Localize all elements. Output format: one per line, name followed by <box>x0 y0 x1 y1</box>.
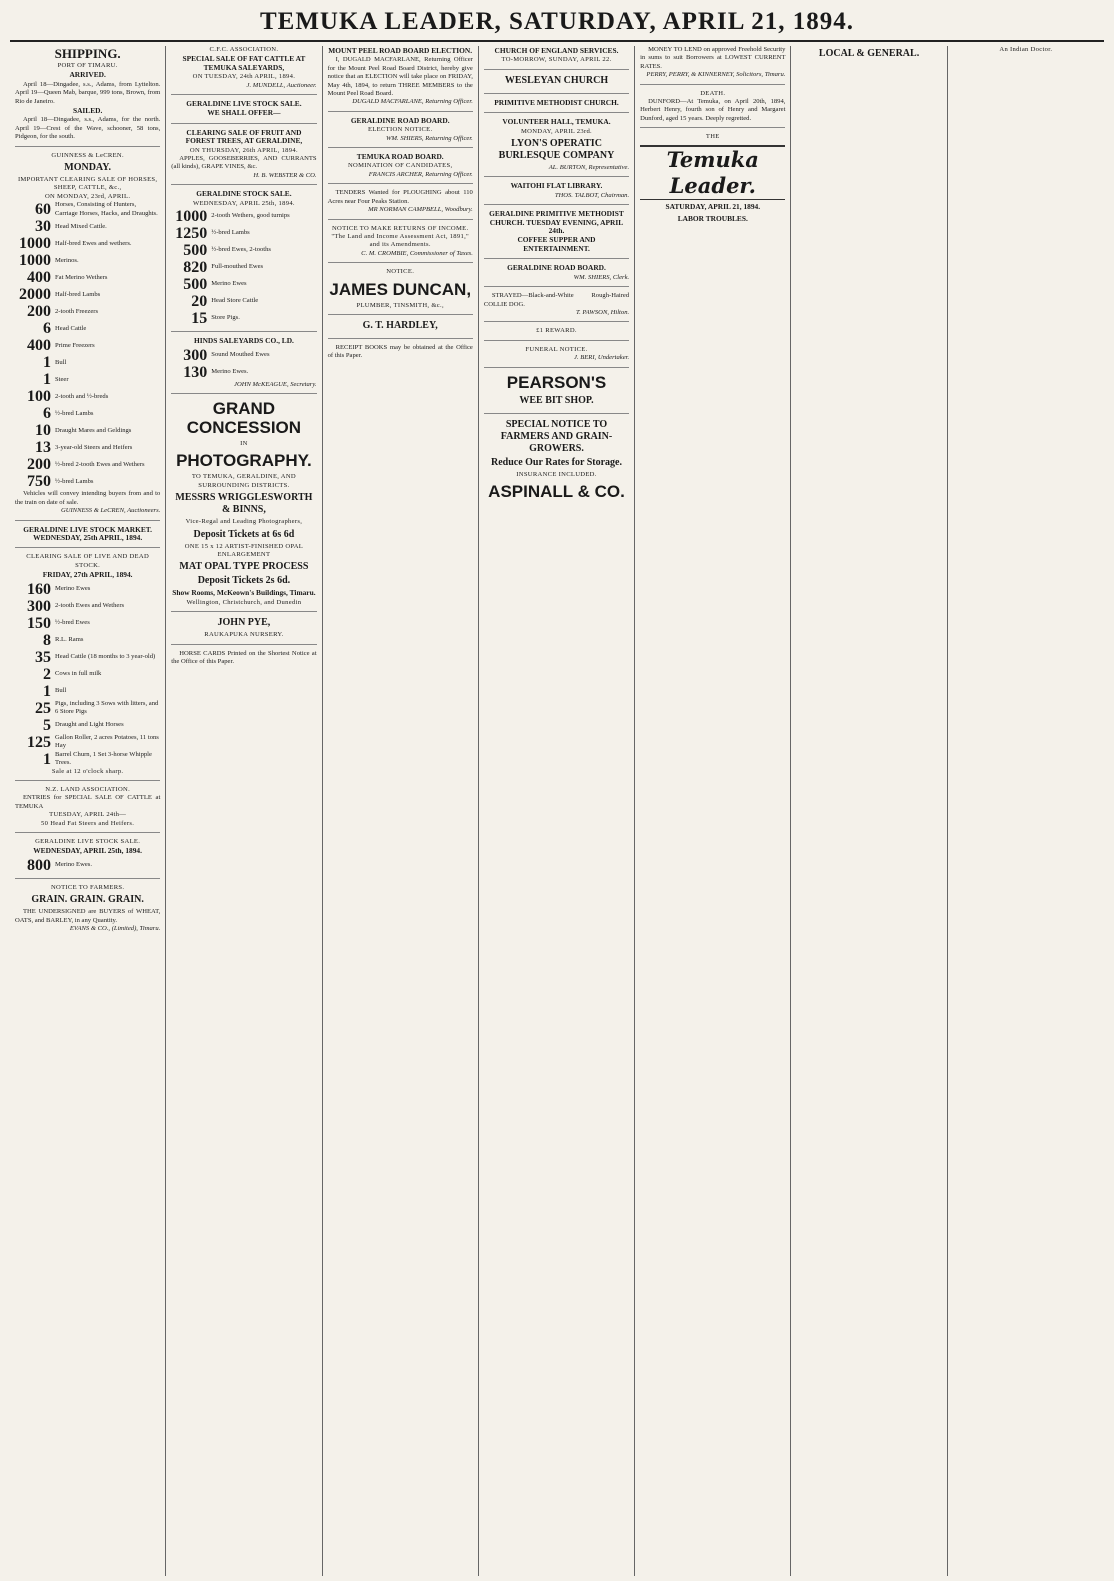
lot-number: 130 <box>183 363 208 381</box>
lot-row <box>15 354 160 371</box>
paper-date: SATURDAY, APRIL 21, 1894. <box>665 201 761 211</box>
lot-list-2 <box>171 347 316 381</box>
lot-row <box>15 456 160 473</box>
conveyance-note: Vehicles will convey intending buyers from and to the train on date of sale. <box>15 490 161 506</box>
lot-description: Bull <box>55 686 67 694</box>
lot-number: 10 <box>35 422 51 440</box>
cfc-ad <box>171 46 316 95</box>
lot-row <box>15 252 160 269</box>
insurance-text: INSURANCE INCLUDED. <box>516 470 597 478</box>
lot-number: 500 <box>183 276 208 294</box>
lot-row <box>171 242 316 259</box>
in-word: IN <box>240 439 248 447</box>
lot-description: 2-tooth Freezers <box>55 307 99 315</box>
volunteer-ad <box>484 118 629 177</box>
reward-heading: £1 REWARD. <box>536 327 577 335</box>
temuka-road-ad <box>328 153 473 184</box>
aspinall-name: ASPINALL & CO. <box>488 481 625 501</box>
geraldine-road-ad <box>328 117 473 148</box>
duncan-name: JAMES DUNCAN, <box>329 279 472 299</box>
column-1 <box>10 46 166 1576</box>
lot-number: 20 <box>191 293 208 311</box>
lot-row <box>15 337 160 354</box>
lot-row <box>15 201 160 218</box>
lot-number: 1 <box>43 371 51 389</box>
lot-description: Pigs, including 3 Sows with litters, and 6 Store Pigs <box>55 699 159 716</box>
lot-list <box>171 208 316 327</box>
wesleyan-heading: WESLEYAN CHURCH <box>504 74 609 86</box>
lot-number: 1 <box>43 682 51 700</box>
tomorrow-date: TO-MORROW, SUNDAY, APRIL 22. <box>501 56 612 64</box>
lot-number: 25 <box>35 699 51 717</box>
lot-number: 1 <box>43 750 51 768</box>
lot-row <box>171 208 316 225</box>
geraldine-primitive-heading: GERALDINE PRIMITIVE METHODIST CHURCH. TUESDAY EVENING, APRIL 24th. <box>489 209 624 236</box>
lot-number: 8 <box>43 631 51 649</box>
trees-list: APPLES, GOOSEBERRIES, AND CURRANTS (all kinds), GRAPE VINES, &c. <box>171 155 317 171</box>
money-text: MONEY TO LEND on approved Freehold Security in sums to suit Borrowers at LOWEST CURRENT RATES. <box>640 46 786 70</box>
lot-list-2 <box>15 581 160 768</box>
lot-description: R.L. Rams <box>55 635 84 643</box>
lot-row <box>15 751 160 768</box>
branches: Wellington, Christchurch, and Dunedin <box>186 598 302 606</box>
lot-row <box>171 310 316 327</box>
hinds-ad <box>171 337 316 394</box>
land-assoc-heading: N.Z. LAND ASSOCIATION. <box>45 785 131 793</box>
archer-signature: FRANCIS ARCHER, Returning Officer. <box>368 170 473 178</box>
messrs-heading: MESSRS WRIGGLESWORTH & BINNS, <box>175 492 313 516</box>
lot-row <box>15 235 160 252</box>
waitohi-heading: WAITOHI FLAT LIBRARY. <box>510 181 603 191</box>
lot-description: ½-bred Lambs <box>211 229 250 237</box>
returning-signature: DUGALD MACFARLANE, Returning Officer. <box>352 98 473 106</box>
lot-row <box>15 405 160 422</box>
grand-concession: GRAND CONCESSION <box>186 398 302 437</box>
lot-description: Head Mixed Cattle. <box>55 222 107 230</box>
money-ad <box>640 46 785 85</box>
lot-row <box>171 259 316 276</box>
strayed-text: STRAYED—Black-and-White Rough-Haired COLLIE DOG. <box>483 292 630 308</box>
lot-row <box>15 422 160 439</box>
land-tax-act: "The Land and Income Assessment Act, 1891," and its Amendments. <box>331 232 470 249</box>
geraldine-road-2-ad <box>484 264 629 287</box>
lot-number: 2000 <box>19 286 51 304</box>
plumber-title: PLUMBER, TINSMITH, &c., <box>356 301 444 309</box>
lot-description: Merino Ewes <box>55 584 91 592</box>
lot-row <box>15 700 160 717</box>
districts: TO TEMUKA, GERALDINE, AND SURROUNDING DISTRICTS. <box>191 473 296 489</box>
lot-description: ½-bred Lambs <box>55 477 94 485</box>
column-6 <box>791 46 947 1576</box>
funeral-heading: FUNERAL NOTICE. <box>525 345 588 353</box>
notice-heading: NOTICE. <box>386 268 415 276</box>
geraldine-sale-ad <box>15 838 160 879</box>
labor-heading: LABOR TROUBLES. <box>677 214 748 224</box>
lot-number: 6 <box>43 405 51 423</box>
wee-bit-heading: WEE BIT SHOP. <box>519 394 594 406</box>
lot-row <box>15 615 160 632</box>
fruit-heading: CLEARING SALE OF FRUIT AND FOREST TREES, AT GERALDINE, <box>185 127 303 146</box>
perry-signature: PERRY, PERRY, & KINNERNEY, Solicitors, Timaru. <box>646 71 786 79</box>
live-dead-stock-ad <box>15 553 160 781</box>
lot-row <box>15 581 160 598</box>
arrived-label: ARRIVED. <box>69 70 106 80</box>
storage-ad <box>484 419 629 508</box>
lot-description: Merinos. <box>55 256 79 264</box>
lot-description: Barrel Churn, 1 Set 3-horse Whipple Trees. <box>55 750 152 767</box>
lot-description: Horses, Consisting of Hunters, Carriage Horses, Hacks, and Draughts. <box>55 201 158 217</box>
column-5 <box>635 46 791 1576</box>
lot-row <box>15 439 160 456</box>
lot-row <box>15 303 160 320</box>
lot-number: 125 <box>27 733 51 751</box>
wesleyan-ad <box>484 75 629 94</box>
lot-row <box>15 218 160 235</box>
death-notice <box>640 90 785 129</box>
lot-number: 200 <box>27 456 51 474</box>
beri-signature: J. BERI, Undertaker. <box>574 354 630 362</box>
grain-heading: GRAIN. GRAIN. GRAIN. <box>31 894 144 906</box>
lot-number: 1 <box>43 354 51 372</box>
lot-row <box>15 320 160 337</box>
column-4 <box>479 46 635 1576</box>
pearsons-ad <box>484 373 629 414</box>
sailed-label: SAILED. <box>72 106 103 116</box>
lot-number: 800 <box>27 856 51 874</box>
nursery-ad <box>171 617 316 644</box>
lot-row <box>171 225 316 242</box>
special-sale: SPECIAL SALE OF FAT CATTLE AT TEMUKA SALEYARDS, <box>182 54 306 72</box>
primitive-ad <box>484 99 629 113</box>
shiers-signature: WM. SHIERS, Clerk. <box>573 273 630 281</box>
lot-row <box>15 388 160 405</box>
lot-number: 60 <box>35 201 51 219</box>
lot-number: 15 <box>191 310 208 328</box>
lot-row <box>15 598 160 615</box>
sale-date: ON MONDAY, 23rd, APRIL. <box>44 192 131 200</box>
mundell-signature: J. MUNDELL, Auctioneer. <box>246 81 317 89</box>
lot-description: Steer <box>55 375 69 383</box>
shipping-block <box>15 48 160 147</box>
lot-number: 400 <box>27 337 51 355</box>
sale-time: Sale at 12 o'clock sharp. <box>51 767 124 775</box>
lot-description: Half-bred Lambs <box>55 290 101 298</box>
campbell-signature: MR NORMAN CAMPBELL, Woodbury. <box>368 206 473 214</box>
lot-row <box>15 632 160 649</box>
cfc-heading: C.F.C. ASSOCIATION. <box>209 46 279 53</box>
reward-ad <box>484 327 629 340</box>
lot-row <box>171 347 316 364</box>
stock-market-heading: GERALDINE LIVE STOCK MARKET. WEDNESDAY, 25th APRIL, 1894. <box>23 524 152 542</box>
geraldine-stock-heading: GERALDINE STOCK SALE. <box>196 189 292 199</box>
primitive-heading: PRIMITIVE METHODIST CHURCH. <box>494 97 619 107</box>
lot-number: 150 <box>27 614 51 632</box>
fruit-trees-ad <box>171 129 316 185</box>
lot-row <box>15 473 160 490</box>
column-3 <box>323 46 479 1576</box>
nursery-name: RAUKAPUKA NURSERY. <box>204 631 284 639</box>
lot-description: Prime Freezers <box>55 341 95 349</box>
monday-date: MONDAY, APRIL 23rd. <box>520 127 593 135</box>
lot-description: Merino Ewes. <box>211 367 249 375</box>
lot-number: 1000 <box>175 208 208 226</box>
tenders-text: TENDERS Wanted for PLOUGHING about 110 Acres near Four Peaks Station. <box>327 189 473 205</box>
lot-number: 6 <box>43 320 51 338</box>
lot-description: Fat Merino Wethers <box>55 273 108 281</box>
crombie-signature: C. M. CROMBIE, Commissioner of Taxes. <box>361 249 473 257</box>
lot-description: Draught and Light Horses <box>55 720 124 728</box>
nomination-heading: NOMINATION OF CANDIDATES, <box>348 162 453 170</box>
hinds-heading: HINDS SALEYARDS CO., LD. <box>193 336 294 346</box>
geraldine-road-heading: GERALDINE ROAD BOARD. <box>507 263 606 273</box>
show-rooms: Show Rooms, McKeown's Buildings, Timaru. <box>172 588 316 598</box>
lot-row <box>15 649 160 666</box>
reduce-rates: Reduce Our Rates for Storage. <box>490 456 622 468</box>
we-shall-offer: WE SHALL OFFER— <box>207 108 281 118</box>
shiers-signature: WM. SHIERS, Returning Officer. <box>386 134 473 142</box>
income-ad <box>328 225 473 264</box>
lot-number: 300 <box>27 597 51 615</box>
burton-signature: AL. BURTON, Representative. <box>548 164 630 172</box>
geraldine-stock-ad <box>171 190 316 332</box>
lot-description: Merino Ewes. <box>55 861 92 869</box>
lot-description: 2-tooth Ewes and Wethers <box>55 601 125 609</box>
lot-description: ½-bred Ewes, 2-tooths <box>211 246 271 254</box>
the-word: THE <box>705 133 720 141</box>
funeral-ad <box>484 346 629 368</box>
lot-row <box>15 683 160 700</box>
lot-description: Gallon Roller, 2 acres Potatoes, 11 tons Hay <box>55 733 159 750</box>
election-notice: ELECTION NOTICE. <box>367 126 433 134</box>
buyers-text: THE UNDERSIGNED are BUYERS of WHEAT, OATS, and BARLEY, in any Quantity. <box>15 908 161 924</box>
column-7 <box>948 46 1104 1576</box>
lot-description: ½-bred 2-tooth Ewes and Wethers <box>55 460 145 468</box>
lot-description: 2-tooth and ½-breds <box>55 392 109 400</box>
income-heading: NOTICE TO MAKE RETURNS OF INCOME. <box>331 224 469 232</box>
grain-ad <box>15 884 160 938</box>
masthead: TEMUKA LEADER, SATURDAY, APRIL 21, 1894. <box>10 6 1104 42</box>
entries-text: ENTRIES for SPECIAL SALE OF CATTLE at TEMUKA <box>15 794 161 810</box>
geraldine-live-ad <box>171 100 316 124</box>
lot-row <box>15 666 160 683</box>
lot-number: 35 <box>35 648 51 666</box>
tuesday-date: TUESDAY, APRIL 24th— <box>49 811 127 819</box>
tenders-ad <box>328 189 473 219</box>
deposit-tickets-2: Deposit Tickets 2s 6d. <box>197 575 291 587</box>
local-heading: LOCAL & GENERAL. <box>818 48 920 59</box>
notice-farmers: NOTICE TO FARMERS. <box>50 883 125 891</box>
mat-opal: MAT OPAL TYPE PROCESS <box>179 561 309 573</box>
lot-number: 1250 <box>175 225 208 243</box>
lot-row <box>15 717 160 734</box>
mount-peel-ad <box>328 47 473 112</box>
port-heading: PORT OF TIMARU. <box>57 62 118 69</box>
special-notice-heading: SPECIAL NOTICE TO FARMERS AND GRAIN-GROWERS. <box>500 418 613 454</box>
talbot-signature: THOS. TALBOT, Chairman. <box>554 191 630 199</box>
pawson-signature: T. PAWSON, Hilton. <box>575 308 630 316</box>
lot-description: 2-tooth Wethers, good turnips <box>211 212 290 220</box>
shipping-title: SHIPPING. <box>54 46 121 61</box>
horse-cards-text: HORSE CARDS Printed on the Shortest Notice at the Office of this Paper. <box>171 649 317 665</box>
photography-ad <box>171 399 316 612</box>
wednesday-date: WEDNESDAY, APRIL 25th, 1894. <box>192 199 295 207</box>
arrived-text: April 18—Dingadee, s.s., Adams, from Lyttelton. April 19—Queen Mab, barque, 999 tons, Brown, from Rio de Janeiro. <box>15 80 161 105</box>
day-heading: MONDAY. <box>64 162 112 174</box>
lot-number: 30 <box>35 218 51 236</box>
lot-number: 500 <box>183 242 208 260</box>
tuesday-date: ON TUESDAY, 24th APRIL, 1894. <box>192 73 296 81</box>
auctioneer-signature: GUINNESS & LeCREN, Auctioneers. <box>60 507 161 515</box>
mckeague-signature: JOHN McKEAGUE, Secretary. <box>234 380 317 388</box>
lot-number: 300 <box>183 346 208 364</box>
column-2 <box>166 46 322 1576</box>
volunteer-heading: VOLUNTEER HALL, TEMUKA. <box>502 117 611 127</box>
horse-cards-ad <box>171 650 316 671</box>
fat-steers-text: 50 Head Fat Steers and Heifers. <box>41 819 135 827</box>
first-item-heading: An Indian Doctor. <box>999 46 1053 53</box>
vice-regal: Vice-Regal and Leading Photographers, <box>185 518 303 526</box>
lot-number: 400 <box>27 269 51 287</box>
lot-description: Head Cattle <box>55 324 87 332</box>
lot-row <box>15 286 160 303</box>
lot-row <box>171 276 316 293</box>
stock-market-ad <box>15 526 160 549</box>
lot-description: 3-year-old Steers and Heifers <box>55 443 133 451</box>
sailed-text: April 18—Dingadee, s.s., Adams, for the north. April 19—Crest of the Wave, schooner, 58 tons, Pidgeon, for the south. <box>15 116 161 141</box>
lot-description: Head Cattle (18 months to 3 year-old) <box>55 652 156 660</box>
strayed-ad <box>484 292 629 322</box>
waitohi-ad <box>484 182 629 205</box>
clearing-heading: CLEARING SALE OF LIVE AND DEAD STOCK. <box>26 553 150 569</box>
lot-description: Bull <box>55 358 67 366</box>
macfarlane-notice: I, DUGALD MACFARLANE, Returning Officer for the Mount Peel Road Board District, hereby give notice that an ELECTION will take place on FRIDAY, May 4th, 1894, to return THREE MEMBERS to the Mount Peel Road Board. <box>327 56 473 98</box>
photography-heading: PHOTOGRAPHY. <box>176 451 312 471</box>
lot-number: 100 <box>27 388 51 406</box>
lot-number: 750 <box>27 473 51 491</box>
lot-row <box>15 734 160 751</box>
receipt-ad <box>328 344 473 365</box>
lot-description: Head Store Cattle <box>211 297 259 305</box>
coffee-heading: COFFEE SUPPER AND ENTERTAINMENT. <box>517 235 596 253</box>
pearsons-heading: PEARSON'S <box>506 372 607 392</box>
wednesday-date: WEDNESDAY, APRIL 25th, 1894. <box>33 846 142 856</box>
lot-description: Half-bred Ewes and wethers. <box>55 239 132 247</box>
geraldine-primitive-ad <box>484 210 629 259</box>
duncan-ad <box>328 268 473 315</box>
paper-title: Temuka Leader. <box>640 145 785 200</box>
dunford-text: DUNFORD—At Temuka, on April 20th, 1894, Herbert Henry, fourth son of Henry and Margaret Dunford, aged 15 years. Deeply regretted. <box>640 98 786 122</box>
webster-signature: H. B. WEBSTER & CO. <box>253 171 317 179</box>
pye-name: JOHN PYE, <box>217 617 271 629</box>
lot-number: 2 <box>43 665 51 683</box>
lot-description: ½-bred Ewes <box>55 618 90 626</box>
hardley-ad <box>328 320 473 339</box>
lot-description: Draught Mares and Geldings <box>55 426 132 434</box>
mount-peel-heading: MOUNT PEEL ROAD BOARD ELECTION. <box>328 46 473 55</box>
hardley-name: G. T. HARDLEY, <box>362 319 438 331</box>
lot-description: Sound Mouthed Ewes <box>211 350 270 358</box>
lot-description: Full-mouthed Ewes <box>211 263 264 271</box>
lyons-heading: LYON'S OPERATIC BURLESQUE COMPANY <box>498 138 615 162</box>
lot-row <box>171 293 316 310</box>
death-heading: DEATH. <box>700 89 726 97</box>
deposit-tickets: Deposit Tickets at 6s 6d <box>193 528 295 540</box>
lot-number: 200 <box>27 303 51 321</box>
lot-number: 13 <box>35 439 51 457</box>
geraldine-road-heading: GERALDINE ROAD BOARD. <box>350 115 450 125</box>
thursday-date: ON THURSDAY, 26th APRIL, 1894. <box>189 146 298 154</box>
church-heading: CHURCH OF ENGLAND SERVICES. <box>494 46 619 55</box>
auctioneer-heading: GUINNESS & LeCREN. <box>51 151 124 159</box>
geraldine-sale-heading: GERALDINE LIVE STOCK SALE. <box>35 837 141 845</box>
lot-row <box>171 364 316 381</box>
lot-number: 160 <box>27 580 51 598</box>
lot-row <box>15 269 160 286</box>
sale-heading: IMPORTANT CLEARING SALE OF HORSES, SHEEP, CATTLE, &c., <box>17 176 158 192</box>
lot-number: 5 <box>43 716 51 734</box>
lot-description: Cows in full milk <box>55 669 102 677</box>
lot-description: ½-bred Lambs <box>55 409 94 417</box>
lot-row <box>15 371 160 388</box>
church-ad <box>484 47 629 70</box>
temuka-road-heading: TEMUKA ROAD BOARD. <box>356 152 444 162</box>
land-assoc-ad <box>15 786 160 833</box>
lot-list <box>15 201 160 490</box>
lot-row <box>15 857 160 874</box>
evans-signature: EVANS & CO., (Limited), Timaru. <box>69 925 161 932</box>
lot-number: 1000 <box>19 252 51 270</box>
geraldine-live-heading: GERALDINE LIVE STOCK SALE. <box>186 99 302 109</box>
friday-date: FRIDAY, 27th APRIL, 1894. <box>42 570 133 580</box>
lot-number: 820 <box>183 259 208 277</box>
lot-description: Store Pigs. <box>211 314 240 322</box>
receipt-text: RECEIPT BOOKS may be obtained at the Office of this Paper. <box>327 343 473 360</box>
enlargement: ONE 15 x 12 ARTIST-FINISHED OPAL ENLARGEMENT <box>184 542 304 558</box>
clearing-sale-ad <box>15 152 160 521</box>
lot-description: Merino Ewes <box>211 280 247 288</box>
lot-number: 1000 <box>19 235 51 253</box>
columns <box>10 46 1104 1576</box>
